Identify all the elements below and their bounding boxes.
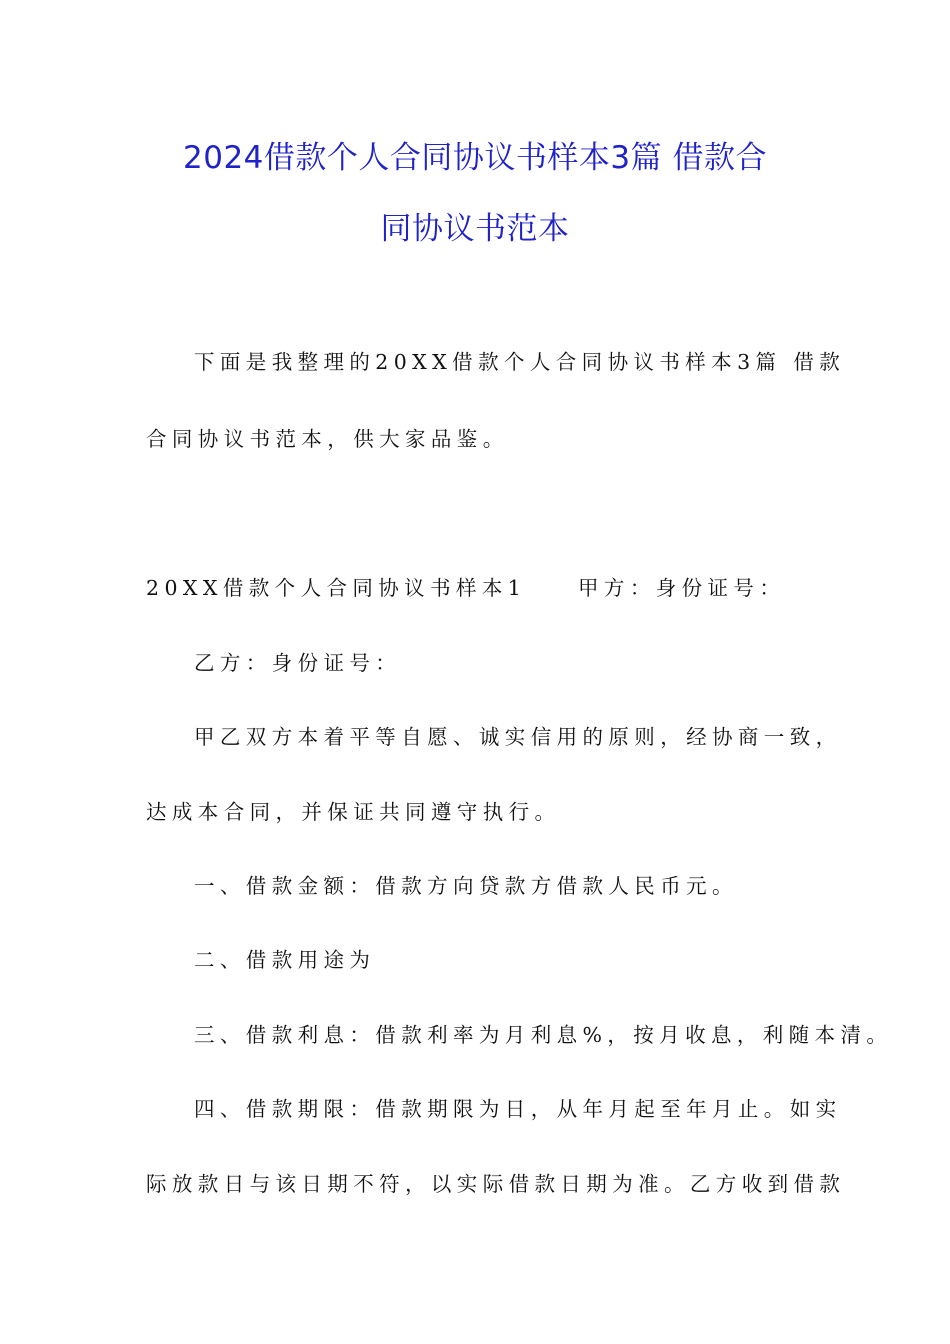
document-title-line-2: 同协议书范本 xyxy=(380,211,570,247)
clause-loan-term-line-1: 四、借款期限：借款期限为日，从年月起至年月止。如实 xyxy=(194,1097,842,1121)
clause-loan-term-line-2: 际放款日与该日期不符，以实际借款日期为准。乙方收到借款 xyxy=(146,1172,846,1196)
clause-loan-amount: 一、借款金额：借款方向贷款方借款人民币元。 xyxy=(194,874,738,898)
document-title-line-1: 2024借款个人合同协议书样本3篇 借款合 xyxy=(183,140,767,176)
intro-paragraph-line-1: 下面是我整理的20XX借款个人合同协议书样本3篇 借款 xyxy=(194,350,846,374)
party-b-line: 乙方：身份证号： xyxy=(194,651,402,675)
principle-paragraph-line-1: 甲乙双方本着平等自愿、诚实信用的原则，经协商一致， xyxy=(194,725,842,749)
sample-heading: 20XX借款个人合同协议书样本1 甲方：身份证号： xyxy=(146,576,786,600)
principle-paragraph-line-2: 达成本合同，并保证共同遵守执行。 xyxy=(146,800,561,824)
clause-loan-purpose: 二、借款用途为 xyxy=(194,948,376,972)
clause-loan-interest: 三、借款利息：借款利率为月利息%，按月收息，利随本清。 xyxy=(194,1023,893,1047)
intro-paragraph-line-2: 合同协议书范本，供大家品鉴。 xyxy=(146,427,509,451)
